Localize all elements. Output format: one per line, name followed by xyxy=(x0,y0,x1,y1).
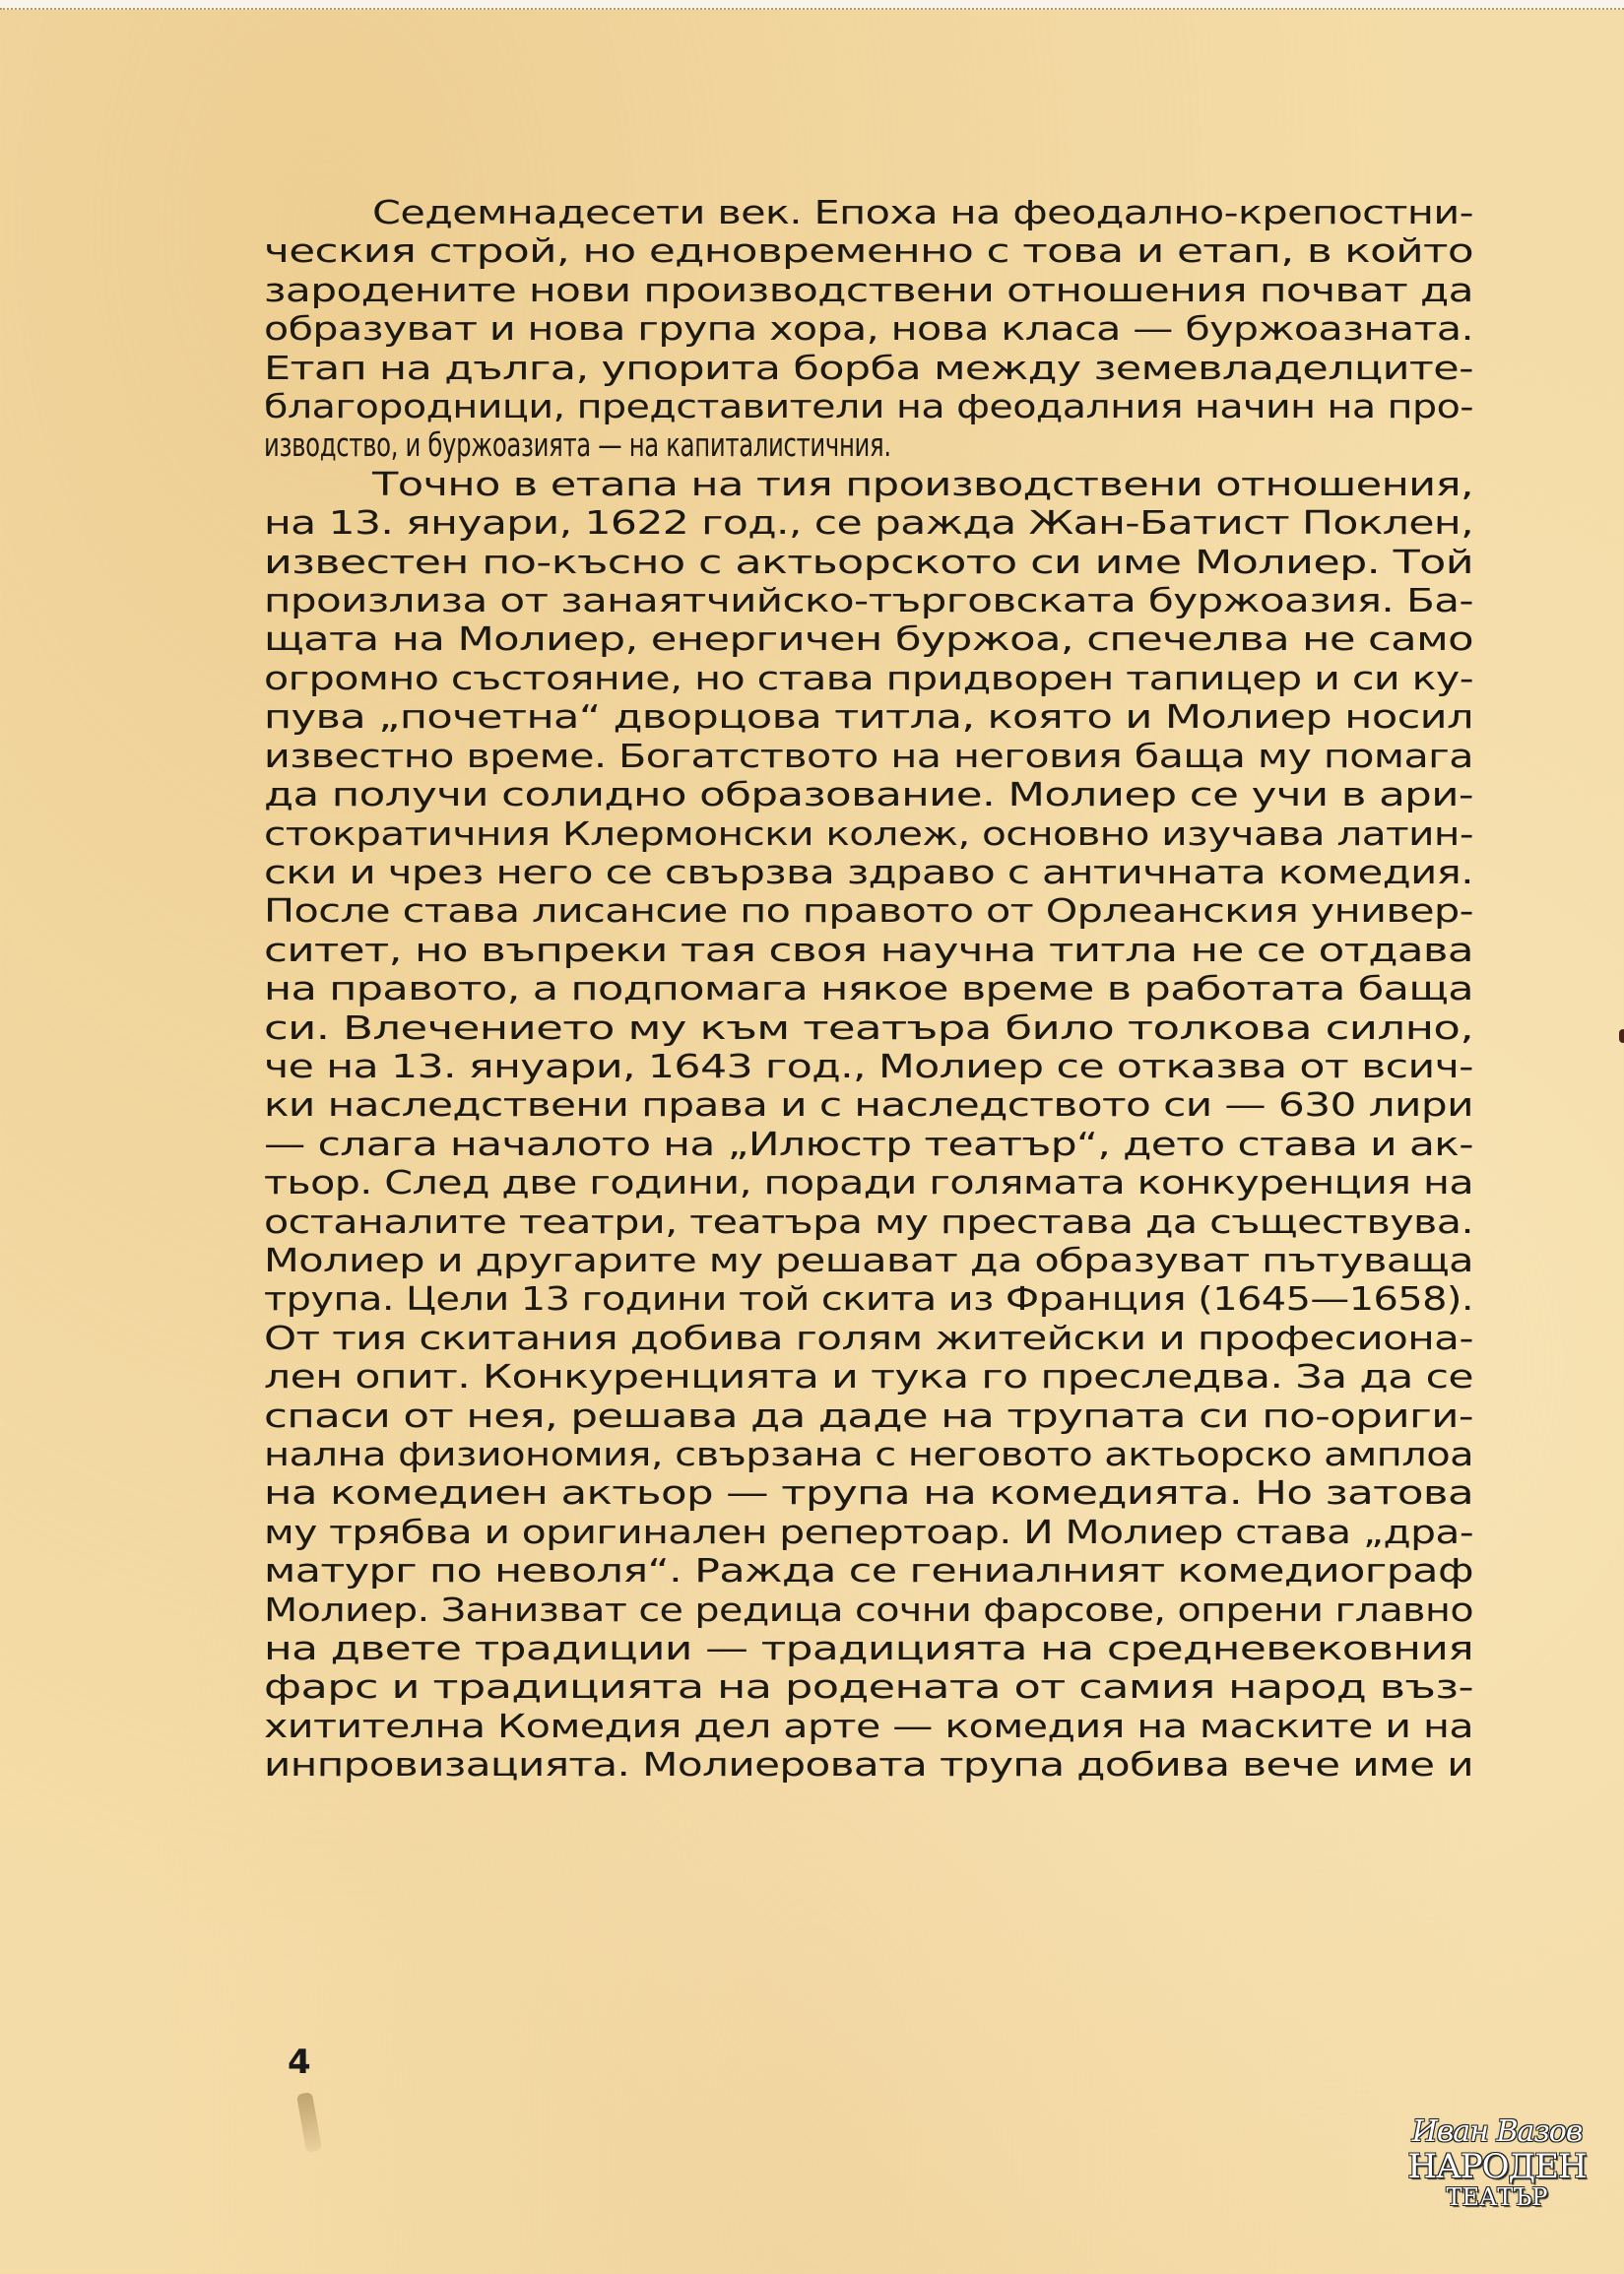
text-line: хитителна Комедия дел арте — комедия на маските и на xyxy=(264,1706,1473,1745)
text-line: на правото, а подпомага някое време в работата баща xyxy=(264,969,1473,1008)
text-line: матург по неволя“. Ражда се гениалният комедиограф xyxy=(264,1551,1473,1591)
logo-line-naroden: НАРОДЕН xyxy=(1407,2147,1587,2186)
text-line: тьор. След две години, поради голямата конкуренция на xyxy=(264,1163,1473,1202)
text-line: произлиза от занаятчийско-търговската буржоазия. Ба- xyxy=(264,581,1473,620)
text-line: инпровизацията. Молиеровата трупа добива вече име и xyxy=(264,1745,1473,1785)
logo-script-signature: Иван Вазов xyxy=(1411,2114,1583,2149)
paragraph-first-line: Точно в етапа на тия производствени отношения, xyxy=(372,464,1473,503)
text-line: стократичния Клермонски колеж, основно изучава латин- xyxy=(264,813,1473,853)
text-line: пува „почетна“ дворцова титла, която и Молиер носил xyxy=(264,697,1473,737)
text-line: останалите театри, театъра му престава да съществува. xyxy=(264,1202,1473,1241)
text-line: ческия строй, но едновременно с това и етап, в който xyxy=(264,231,1473,271)
text-line: че на 13. януари, 1643 год., Молиер се отказва от всич- xyxy=(264,1046,1473,1085)
text-line: изводство, и буржоазията — на капиталистичния. xyxy=(264,425,891,465)
text-line: известно време. Богатството на неговия баща му помага xyxy=(264,736,1473,775)
text-line: трупа. Цели 13 години той скита из Франция (1645—1658). xyxy=(264,1279,1473,1319)
national-theatre-logo xyxy=(1403,2115,1591,2234)
body-text xyxy=(264,193,1473,1785)
page-number: 4 xyxy=(288,2043,311,2082)
text-line: огромно състояние, но става придворен тапицер и си ку- xyxy=(264,658,1473,697)
text-line: ки наследствени права и с наследството си — 630 лири xyxy=(264,1085,1473,1125)
text-line: на комедиен актьор — трупа на комедията. Но затова xyxy=(264,1473,1473,1513)
text-line: Етап на дълга, упорита борба между земевладелците- xyxy=(264,348,1473,387)
paragraph-first-line: Седемнадесети век. Епоха на феодално-крепостни- xyxy=(372,193,1473,231)
text-line: на двете традиции — традицията на средневековния xyxy=(264,1629,1473,1668)
text-line: нална физиономия, свързана с неговото актьорско амплоа xyxy=(264,1435,1473,1473)
text-line: Молиер. Занизват се редица сочни фарсове, опрени главно xyxy=(264,1590,1473,1629)
text-line: известен по-късно с актьорското си име Молиер. Той xyxy=(264,542,1473,581)
text-line: на 13. януари, 1622 год., се ражда Жан-Батист Поклен, xyxy=(264,503,1473,543)
text-line: благородници, представители на феодалния начин на про- xyxy=(264,387,1473,426)
text-line: спаси от нея, решава да даде на трупата си по-ориги- xyxy=(264,1396,1473,1435)
ink-smudge xyxy=(296,2092,322,2153)
text-line: лен опит. Конкуренцията и тука го преследва. За да се xyxy=(264,1357,1473,1397)
text-line: образуват и нова група хора, нова класа — буржоазната. xyxy=(264,309,1473,349)
text-line: ски и чрез него се свързва здраво с античната комедия. xyxy=(264,852,1473,891)
text-line: фарс и традицията на родената от самия народ въз- xyxy=(264,1667,1473,1707)
ink-spot xyxy=(1619,1029,1624,1043)
torn-top-edge xyxy=(0,0,1624,10)
text-line: му трябва и оригинален репертоар. И Молиер става „дра- xyxy=(264,1512,1473,1551)
text-line: щата на Молиер, енергичен буржоа, спечелва не само xyxy=(264,619,1473,659)
text-line: зародените нови производствени отношения почват да xyxy=(264,270,1473,309)
logo-line-teatar: ТЕАТЪР xyxy=(1446,2183,1548,2211)
text-line: Молиер и другарите му решават да образуват пътуваща xyxy=(264,1240,1473,1279)
text-line: От тия скитания добива голям житейски и професиона- xyxy=(264,1318,1473,1357)
text-line: — слага началото на „Илюстр театър“, дето става и ак- xyxy=(264,1124,1473,1163)
text-line: да получи солидно образование. Молиер се учи в ари- xyxy=(264,775,1473,814)
text-line: После става лисансие по правото от Орлеанския универ- xyxy=(264,891,1473,931)
text-line: ситет, но въпреки тая своя научна титла не се отдава xyxy=(264,930,1473,969)
text-line: си. Влечението му към театъра било толкова силно, xyxy=(264,1007,1473,1047)
